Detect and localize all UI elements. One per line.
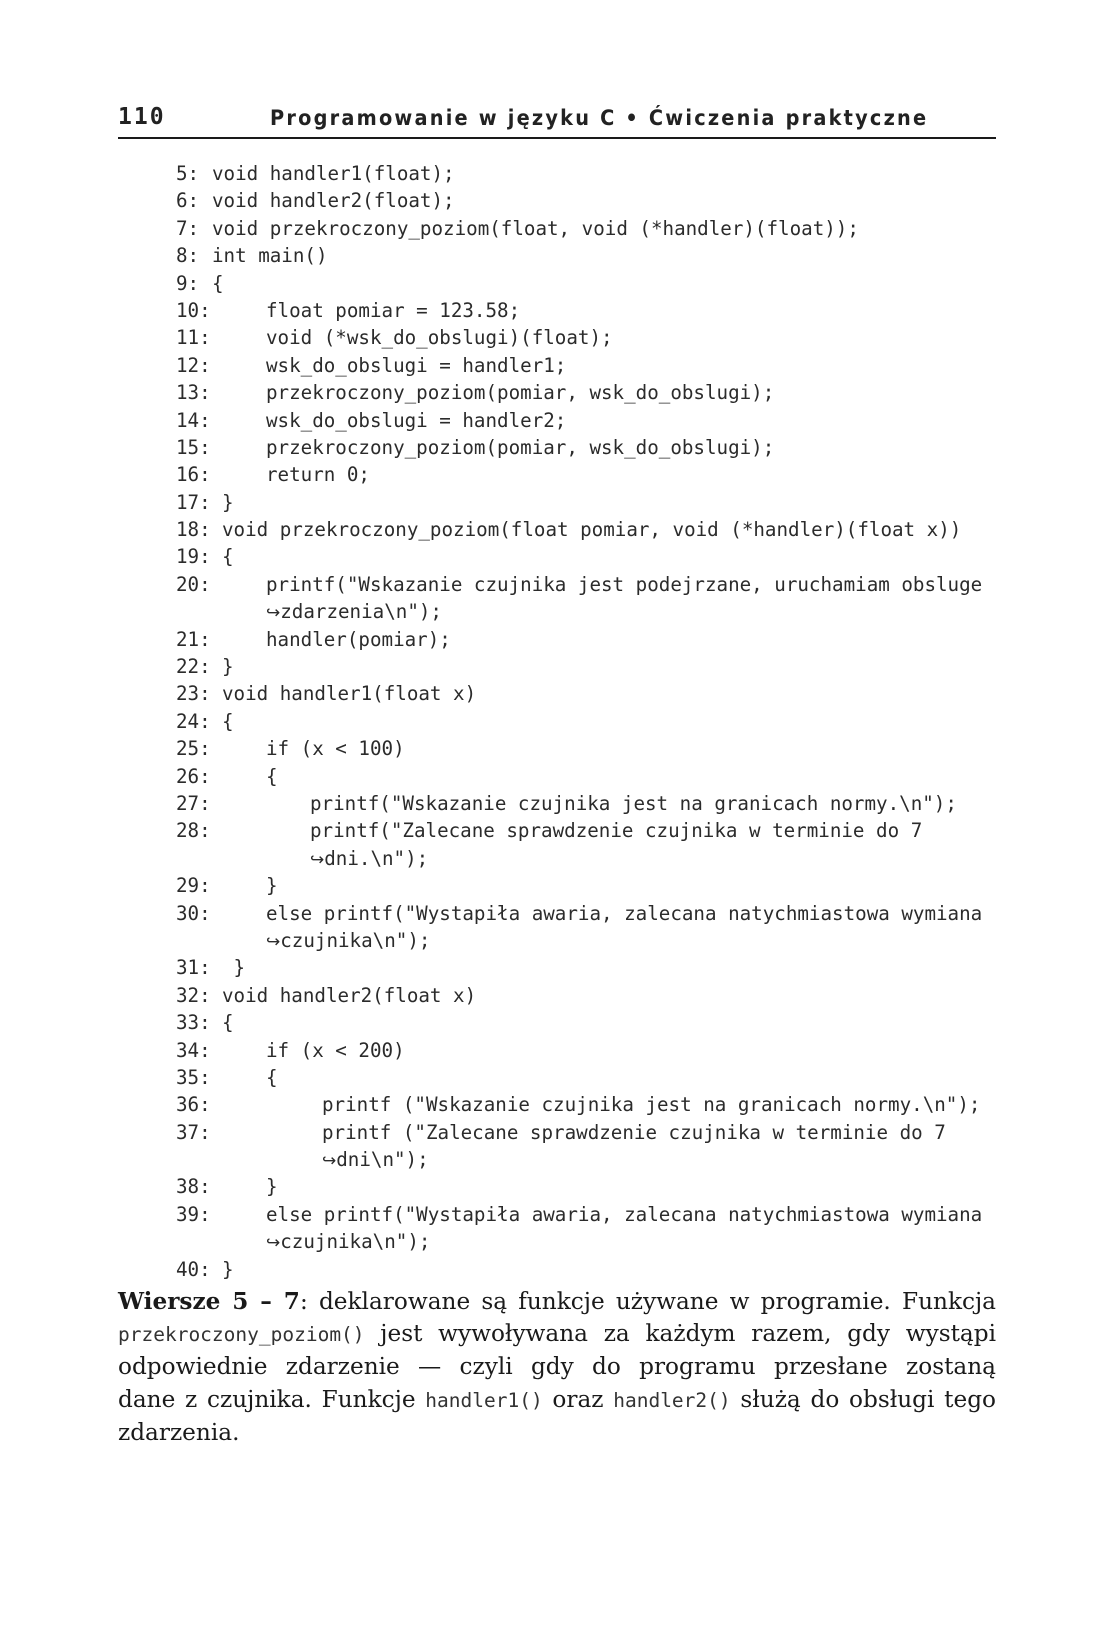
code-line bbox=[176, 708, 976, 735]
continuation-arrow-icon: ↪ bbox=[266, 603, 281, 624]
code-text: void handler2(float x) bbox=[222, 983, 477, 1007]
code-text: { bbox=[212, 271, 224, 295]
code-text: void handler1(float); bbox=[212, 162, 455, 185]
line-number: 8: bbox=[176, 244, 200, 268]
code-text: dni.\n"); bbox=[324, 846, 429, 870]
code-text: { bbox=[222, 1011, 234, 1035]
line-number: 16: bbox=[176, 463, 211, 487]
line-number: 15: bbox=[176, 435, 211, 459]
code-text: czujnika\n"); bbox=[280, 1230, 431, 1254]
code-line bbox=[176, 735, 976, 762]
inline-code: handler1() bbox=[425, 1388, 543, 1412]
code-text: float pomiar = 123.58; bbox=[266, 298, 521, 322]
code-text: } bbox=[266, 1175, 278, 1199]
code-line bbox=[176, 1009, 976, 1036]
code-line bbox=[176, 407, 976, 434]
code-text: int main() bbox=[212, 244, 328, 268]
line-number: 26: bbox=[176, 764, 211, 788]
code-text: } bbox=[222, 1257, 234, 1281]
code-line bbox=[176, 927, 976, 954]
code-text: else printf("Wystapiła awaria, zalecana natychmiastowa wymiana bbox=[266, 901, 983, 925]
line-number: 23: bbox=[176, 682, 211, 706]
prose-text: dane z czujnika. Funkcje bbox=[118, 1385, 426, 1413]
line-number: 11: bbox=[176, 326, 211, 350]
line-number: 10: bbox=[176, 298, 211, 322]
continuation-arrow-icon: ↪ bbox=[266, 1233, 281, 1254]
code-line bbox=[176, 1037, 976, 1064]
code-line bbox=[176, 954, 976, 981]
code-listing bbox=[176, 160, 983, 1283]
line-number: 17: bbox=[176, 490, 211, 514]
code-text: printf("Wskazanie czujnika jest podejrzane, uruchamiam obsluge bbox=[266, 572, 983, 596]
code-line bbox=[176, 872, 976, 899]
prose-text: służą do obsługi tego bbox=[730, 1385, 996, 1413]
code-text: void (*wsk_do_obslugi)(float); bbox=[266, 326, 613, 350]
code-text: if (x < 100) bbox=[266, 737, 405, 761]
line-number: 39: bbox=[176, 1202, 211, 1226]
code-line bbox=[176, 1091, 981, 1118]
line-number: 22: bbox=[176, 655, 211, 679]
line-number: 24: bbox=[176, 709, 211, 733]
line-number: 28: bbox=[176, 819, 211, 843]
code-text: } bbox=[266, 874, 278, 898]
code-line bbox=[176, 516, 976, 543]
line-number: 33: bbox=[176, 1011, 211, 1035]
prose-line bbox=[118, 1318, 996, 1351]
prose-text: oraz bbox=[542, 1385, 614, 1413]
line-number: 31: bbox=[176, 956, 211, 980]
code-line bbox=[176, 543, 976, 570]
code-line bbox=[176, 626, 976, 653]
code-text: } bbox=[222, 655, 234, 679]
code-text: } bbox=[222, 490, 234, 514]
line-number: 29: bbox=[176, 874, 211, 898]
continuation-arrow-icon: ↪ bbox=[322, 1151, 337, 1172]
code-line bbox=[176, 1201, 983, 1228]
running-header bbox=[118, 97, 996, 139]
prose-text: jest wywoływana za każdym razem, gdy wystąpi bbox=[364, 1320, 996, 1348]
line-number: 18: bbox=[176, 518, 211, 542]
code-line bbox=[176, 215, 976, 242]
prose-text: odpowiednie zdarzenie — czyli gdy do programu przesłane zostaną bbox=[118, 1353, 996, 1381]
code-line bbox=[176, 598, 976, 625]
continuation-arrow-icon: ↪ bbox=[310, 849, 325, 870]
line-number: 12: bbox=[176, 353, 211, 377]
code-text: dni\n"); bbox=[336, 1148, 429, 1172]
code-line bbox=[176, 1173, 976, 1200]
line-number: 27: bbox=[176, 791, 211, 815]
code-line bbox=[176, 1119, 976, 1146]
code-text: { bbox=[222, 709, 234, 733]
code-text: printf ("Wskazanie czujnika jest na granicach normy.\n"); bbox=[322, 1093, 981, 1117]
code-line bbox=[176, 324, 976, 351]
line-number: 7: bbox=[176, 216, 200, 240]
code-line bbox=[176, 680, 976, 707]
code-line bbox=[176, 187, 976, 214]
line-range-label: Wiersze 5 – 7 bbox=[118, 1288, 300, 1315]
code-line bbox=[176, 1228, 976, 1255]
line-number: 25: bbox=[176, 737, 211, 761]
code-text: handler(pomiar); bbox=[266, 627, 451, 651]
line-number: 40: bbox=[176, 1257, 211, 1281]
code-text: wsk_do_obslugi = handler1; bbox=[266, 353, 567, 377]
code-text: { bbox=[222, 545, 234, 569]
prose-line bbox=[118, 1417, 996, 1449]
code-text: return 0; bbox=[266, 463, 370, 487]
line-number: 6: bbox=[176, 189, 200, 213]
code-line bbox=[176, 571, 983, 598]
code-line bbox=[176, 982, 976, 1009]
code-line bbox=[176, 790, 976, 817]
code-line bbox=[176, 297, 976, 324]
code-line bbox=[176, 845, 976, 872]
prose-line bbox=[118, 1351, 996, 1383]
continuation-arrow-icon: ↪ bbox=[266, 931, 281, 952]
code-text: printf("Zalecane sprawdzenie czujnika w terminie do 7 bbox=[310, 819, 923, 843]
code-text: zdarzenia\n"); bbox=[280, 600, 442, 624]
prose-line bbox=[118, 1384, 996, 1417]
code-line bbox=[176, 763, 976, 790]
code-text: wsk_do_obslugi = handler2; bbox=[266, 408, 567, 432]
code-text: void handler1(float x) bbox=[222, 682, 477, 706]
code-line bbox=[176, 1146, 976, 1173]
line-number: 14: bbox=[176, 408, 211, 432]
running-title: Programowanie w języku C • Ćwiczenia praktyczne bbox=[270, 106, 929, 130]
code-line bbox=[176, 489, 976, 516]
line-number: 9: bbox=[176, 271, 200, 295]
line-number: 36: bbox=[176, 1093, 211, 1117]
code-text: else printf("Wystapiła awaria, zalecana natychmiastowa wymiana bbox=[266, 1202, 983, 1226]
code-text: void przekroczony_poziom(float, void (*handler)(float)); bbox=[212, 216, 859, 240]
code-line bbox=[176, 160, 976, 187]
page-number: 110 bbox=[118, 104, 166, 130]
line-number: 20: bbox=[176, 572, 211, 596]
code-text: czujnika\n"); bbox=[280, 928, 431, 952]
code-line bbox=[176, 434, 976, 461]
code-line bbox=[176, 817, 976, 844]
code-text: printf ("Zalecane sprawdzenie czujnika w terminie do 7 bbox=[322, 1120, 946, 1144]
inline-code: przekroczony_poziom() bbox=[118, 1323, 365, 1347]
line-number: 38: bbox=[176, 1175, 211, 1199]
code-line bbox=[176, 352, 976, 379]
code-text: void handler2(float); bbox=[212, 189, 455, 213]
code-text: printf("Wskazanie czujnika jest na granicach normy.\n"); bbox=[310, 791, 957, 815]
code-text: if (x < 200) bbox=[266, 1038, 405, 1062]
code-line bbox=[176, 1064, 976, 1091]
line-number: 13: bbox=[176, 381, 211, 405]
code-text: przekroczony_poziom(pomiar, wsk_do_obslugi); bbox=[266, 381, 775, 405]
line-number: 5: bbox=[176, 162, 200, 185]
code-line bbox=[176, 379, 976, 406]
code-line bbox=[176, 1256, 976, 1283]
line-number: 30: bbox=[176, 901, 211, 925]
code-line bbox=[176, 653, 976, 680]
code-line bbox=[176, 461, 976, 488]
code-text: { bbox=[266, 1065, 278, 1089]
code-text: void przekroczony_poziom(float pomiar, void (*handler)(float x)) bbox=[222, 518, 962, 542]
line-number: 21: bbox=[176, 627, 211, 651]
line-number: 19: bbox=[176, 545, 211, 569]
line-number: 35: bbox=[176, 1065, 211, 1089]
explanation-paragraph bbox=[118, 1286, 996, 1449]
code-line bbox=[176, 242, 976, 269]
inline-code: handler2() bbox=[613, 1388, 731, 1412]
code-line bbox=[176, 900, 983, 927]
prose-text: : deklarowane są funkcje używane w programie. Funkcja bbox=[299, 1288, 997, 1315]
line-number: 32: bbox=[176, 983, 211, 1007]
line-number: 37: bbox=[176, 1120, 211, 1144]
code-text: przekroczony_poziom(pomiar, wsk_do_obslugi); bbox=[266, 435, 775, 459]
line-number: 34: bbox=[176, 1038, 211, 1062]
prose-text: zdarzenia. bbox=[118, 1418, 240, 1446]
code-text: } bbox=[222, 956, 246, 980]
prose-line bbox=[118, 1286, 996, 1318]
code-line bbox=[176, 270, 976, 297]
code-text: { bbox=[266, 764, 278, 788]
